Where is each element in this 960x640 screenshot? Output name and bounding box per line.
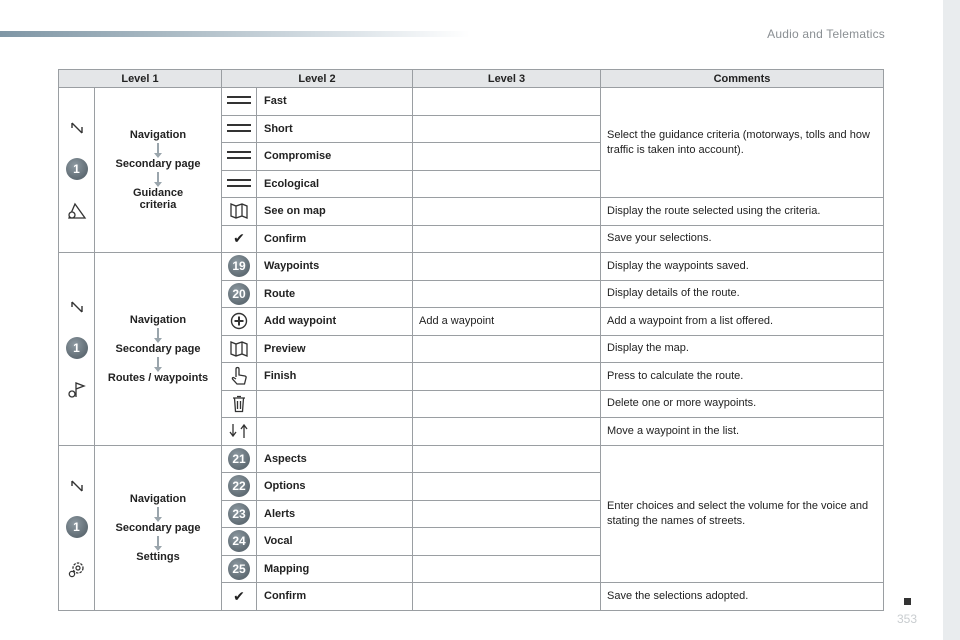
path-secondary-page: Secondary page — [115, 158, 201, 170]
page-number: 353 — [897, 612, 918, 626]
route-settings-icon — [67, 202, 87, 220]
path-secondary-page: Secondary page — [115, 342, 201, 355]
map-icon[interactable] — [222, 198, 257, 226]
level3-empty — [413, 363, 601, 391]
comment-see-on-map: Display the route selected using the criteria. — [601, 198, 884, 226]
bar-icon[interactable] — [222, 170, 257, 198]
comment-delete: Delete one or more waypoints. — [601, 390, 884, 418]
comment-waypoints: Display the waypoints saved. — [601, 253, 884, 281]
table-row — [59, 88, 884, 116]
badge-24-icon[interactable]: 24 — [222, 528, 257, 556]
level3-empty — [413, 143, 601, 171]
option-add-waypoint[interactable]: Add waypoint — [257, 308, 413, 336]
level3-empty — [413, 253, 601, 281]
section-title: Audio and Telematics — [767, 27, 885, 41]
level1-icons — [59, 445, 95, 610]
level3-empty — [413, 418, 601, 446]
level3-add-a-waypoint[interactable]: Add a waypoint — [413, 308, 601, 336]
plus-circle-icon[interactable] — [222, 308, 257, 336]
comment-move: Move a waypoint in the list. — [601, 418, 884, 446]
table-row — [59, 253, 884, 281]
header-level-1: Level 1 — [59, 70, 222, 88]
table-header-row — [59, 70, 884, 88]
option-options[interactable]: Options — [257, 473, 413, 501]
path-arrow — [157, 507, 159, 517]
level3-empty — [413, 583, 601, 611]
option-waypoints[interactable]: Waypoints — [257, 253, 413, 281]
path-navigation: Navigation — [129, 313, 187, 326]
option-route[interactable]: Route — [257, 280, 413, 308]
bar-icon[interactable] — [222, 88, 257, 116]
comment-add-waypoint: Add a waypoint from a list offered. — [601, 308, 884, 336]
table-row — [59, 445, 884, 473]
header-level-2: Level 2 — [222, 70, 413, 88]
level3-empty — [413, 280, 601, 308]
option-move[interactable] — [257, 418, 413, 446]
path-arrow — [157, 328, 159, 338]
level3-empty — [413, 335, 601, 363]
continuation-mark — [904, 598, 911, 605]
option-vocal[interactable]: Vocal — [257, 528, 413, 556]
option-confirm[interactable]: Confirm — [257, 225, 413, 253]
check-icon[interactable]: ✔ — [222, 583, 257, 611]
option-fast[interactable]: Fast — [257, 88, 413, 116]
level3-empty — [413, 198, 601, 226]
option-aspects[interactable]: Aspects — [257, 445, 413, 473]
level3-empty — [413, 528, 601, 556]
settings-gear-icon — [67, 560, 87, 578]
navigation-arrow-icon — [69, 478, 85, 494]
waypoint-flag-icon — [67, 381, 87, 399]
move-icon[interactable] — [222, 418, 257, 446]
level3-empty — [413, 445, 601, 473]
navigation-arrow-icon — [69, 120, 85, 136]
option-compromise[interactable]: Compromise — [257, 143, 413, 171]
badge-21-icon[interactable]: 21 — [222, 445, 257, 473]
path-arrow — [157, 143, 159, 153]
comment-finish: Press to calculate the route. — [601, 363, 884, 391]
comment-guidance-criteria: Select the guidance criteria (motorways, tolls and how traffic is taken into account). — [601, 88, 884, 198]
badge-23-icon[interactable]: 23 — [222, 500, 257, 528]
badge-20-icon[interactable]: 20 — [222, 280, 257, 308]
navigation-arrow-icon — [69, 299, 85, 315]
hand-icon[interactable] — [222, 363, 257, 391]
level3-empty — [413, 390, 601, 418]
option-alerts[interactable]: Alerts — [257, 500, 413, 528]
path-arrow — [157, 536, 159, 546]
path-routes-waypoints: Routes / waypoints — [107, 371, 209, 384]
level3-empty — [413, 170, 601, 198]
check-icon[interactable]: ✔ — [222, 225, 257, 253]
comment-route: Display details of the route. — [601, 280, 884, 308]
path-settings: Settings — [136, 550, 180, 563]
level3-empty — [413, 88, 601, 116]
badge-19-icon[interactable]: 19 — [222, 253, 257, 281]
bar-icon[interactable] — [222, 143, 257, 171]
badge-22-icon[interactable]: 22 — [222, 473, 257, 501]
path-navigation: Navigation — [129, 129, 187, 141]
page-side-bar — [943, 0, 960, 640]
level3-empty — [413, 115, 601, 143]
option-delete[interactable] — [257, 390, 413, 418]
level1-path — [95, 253, 222, 446]
level3-empty — [413, 555, 601, 583]
option-ecological[interactable]: Ecological — [257, 170, 413, 198]
comment-preview: Display the map. — [601, 335, 884, 363]
level1-path — [95, 445, 222, 610]
map-icon[interactable] — [222, 335, 257, 363]
comment-confirm: Save your selections. — [601, 225, 884, 253]
header-level-3: Level 3 — [413, 70, 601, 88]
trash-icon[interactable] — [222, 390, 257, 418]
header-gradient-rule — [0, 31, 470, 37]
path-navigation: Navigation — [129, 492, 187, 505]
level1-path — [95, 88, 222, 253]
level1-icons — [59, 88, 95, 253]
path-arrow — [157, 357, 159, 367]
option-finish[interactable]: Finish — [257, 363, 413, 391]
menu-badge-1: 1 — [66, 516, 88, 538]
path-secondary-page: Secondary page — [115, 521, 201, 534]
bar-icon[interactable] — [222, 115, 257, 143]
level3-empty — [413, 473, 601, 501]
option-short[interactable]: Short — [257, 115, 413, 143]
level3-empty — [413, 225, 601, 253]
path-arrow — [157, 172, 159, 182]
menu-badge-1: 1 — [66, 158, 88, 180]
comment-confirm-settings: Save the selections adopted. — [601, 583, 884, 611]
level1-icons — [59, 253, 95, 446]
option-mapping[interactable]: Mapping — [257, 555, 413, 583]
menu-badge-1: 1 — [66, 337, 88, 359]
level3-empty — [413, 500, 601, 528]
badge-25-icon[interactable]: 25 — [222, 555, 257, 583]
option-confirm[interactable]: Confirm — [257, 583, 413, 611]
option-see-on-map[interactable]: See on map — [257, 198, 413, 226]
option-preview[interactable]: Preview — [257, 335, 413, 363]
menu-table — [58, 69, 884, 611]
header-comments: Comments — [601, 70, 884, 88]
path-guidance-criteria: Guidance criteria — [132, 187, 184, 211]
comment-settings: Enter choices and select the volume for the voice and stating the names of streets. — [601, 445, 884, 583]
